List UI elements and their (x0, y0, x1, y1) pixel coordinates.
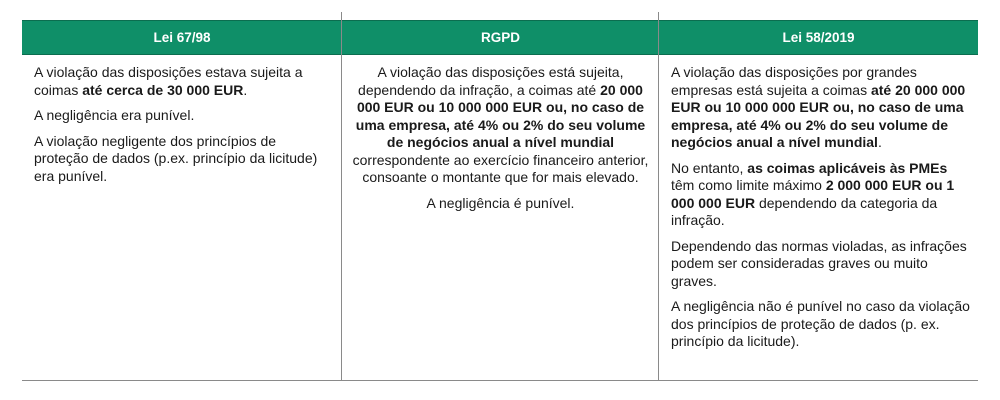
bold-text: até cerca de 30 000 EUR (82, 81, 244, 98)
comparison-table (22, 12, 978, 382)
text: têm como limite máximo (671, 177, 826, 193)
text: . (243, 81, 248, 98)
text: A violação das disposições está sujeita, dependendo da infração, a coimas até (358, 64, 624, 98)
column-rgpd (342, 54, 659, 378)
paragraph (34, 64, 334, 99)
paragraph: A negligência era punível. (34, 107, 195, 123)
table-header (22, 20, 978, 55)
text: dependendo da categoria da infração. (671, 194, 938, 228)
paragraph: A negligência não é punível no caso da violação dos princípios de proteção de dados (p. ex. princípio da licitude). (671, 298, 970, 349)
header-rgpd: RGPD (480, 30, 520, 45)
text: A violação das disposições por grandes empresas está sujeita a coimas (671, 64, 917, 98)
header-lei-67-98: Lei 67/98 (153, 30, 211, 45)
bold-text: as coimas aplicáveis às PMEs (747, 159, 948, 176)
paragraph: Dependendo das normas violadas, as infrações podem ser consideradas graves ou muito graves. (671, 237, 967, 289)
paragraph: A negligência é punível. (426, 194, 575, 211)
text: correspondente ao exercício financeiro anterior, consoante o montante que for mais elevado. (352, 151, 649, 185)
paragraph: A violação negligente dos princípios de proteção de dados (p.ex. princípio da licitude) era punível. (34, 132, 318, 184)
column-lei-58-2019 (659, 54, 978, 378)
paragraph (671, 160, 970, 230)
text: No entanto, (671, 159, 748, 176)
table-body (22, 54, 978, 378)
column-lei-67-98 (22, 54, 342, 378)
text: . (877, 134, 882, 150)
header-lei-58-2019: Lei 58/2019 (782, 30, 855, 45)
text: A violação das disposições estava sujeita a coimas (34, 64, 303, 98)
bold-text: até 20 000 000 EUR ou 10 000 000 EUR ou, no caso de uma empresa, até 4% ou 2% do seu volume de negócios anual a nível mundial (671, 81, 966, 150)
paragraph (352, 64, 649, 187)
paragraph (671, 64, 970, 152)
bold-text: 20 000 000 EUR ou 10 000 000 EUR ou, no caso de uma empresa, até 4% ou 2% do seu volume de negócios anual a nível mundial (355, 81, 646, 150)
bold-text: 2 000 000 EUR ou 1 000 000 EUR (671, 177, 955, 211)
table-bottom-border (22, 380, 978, 381)
